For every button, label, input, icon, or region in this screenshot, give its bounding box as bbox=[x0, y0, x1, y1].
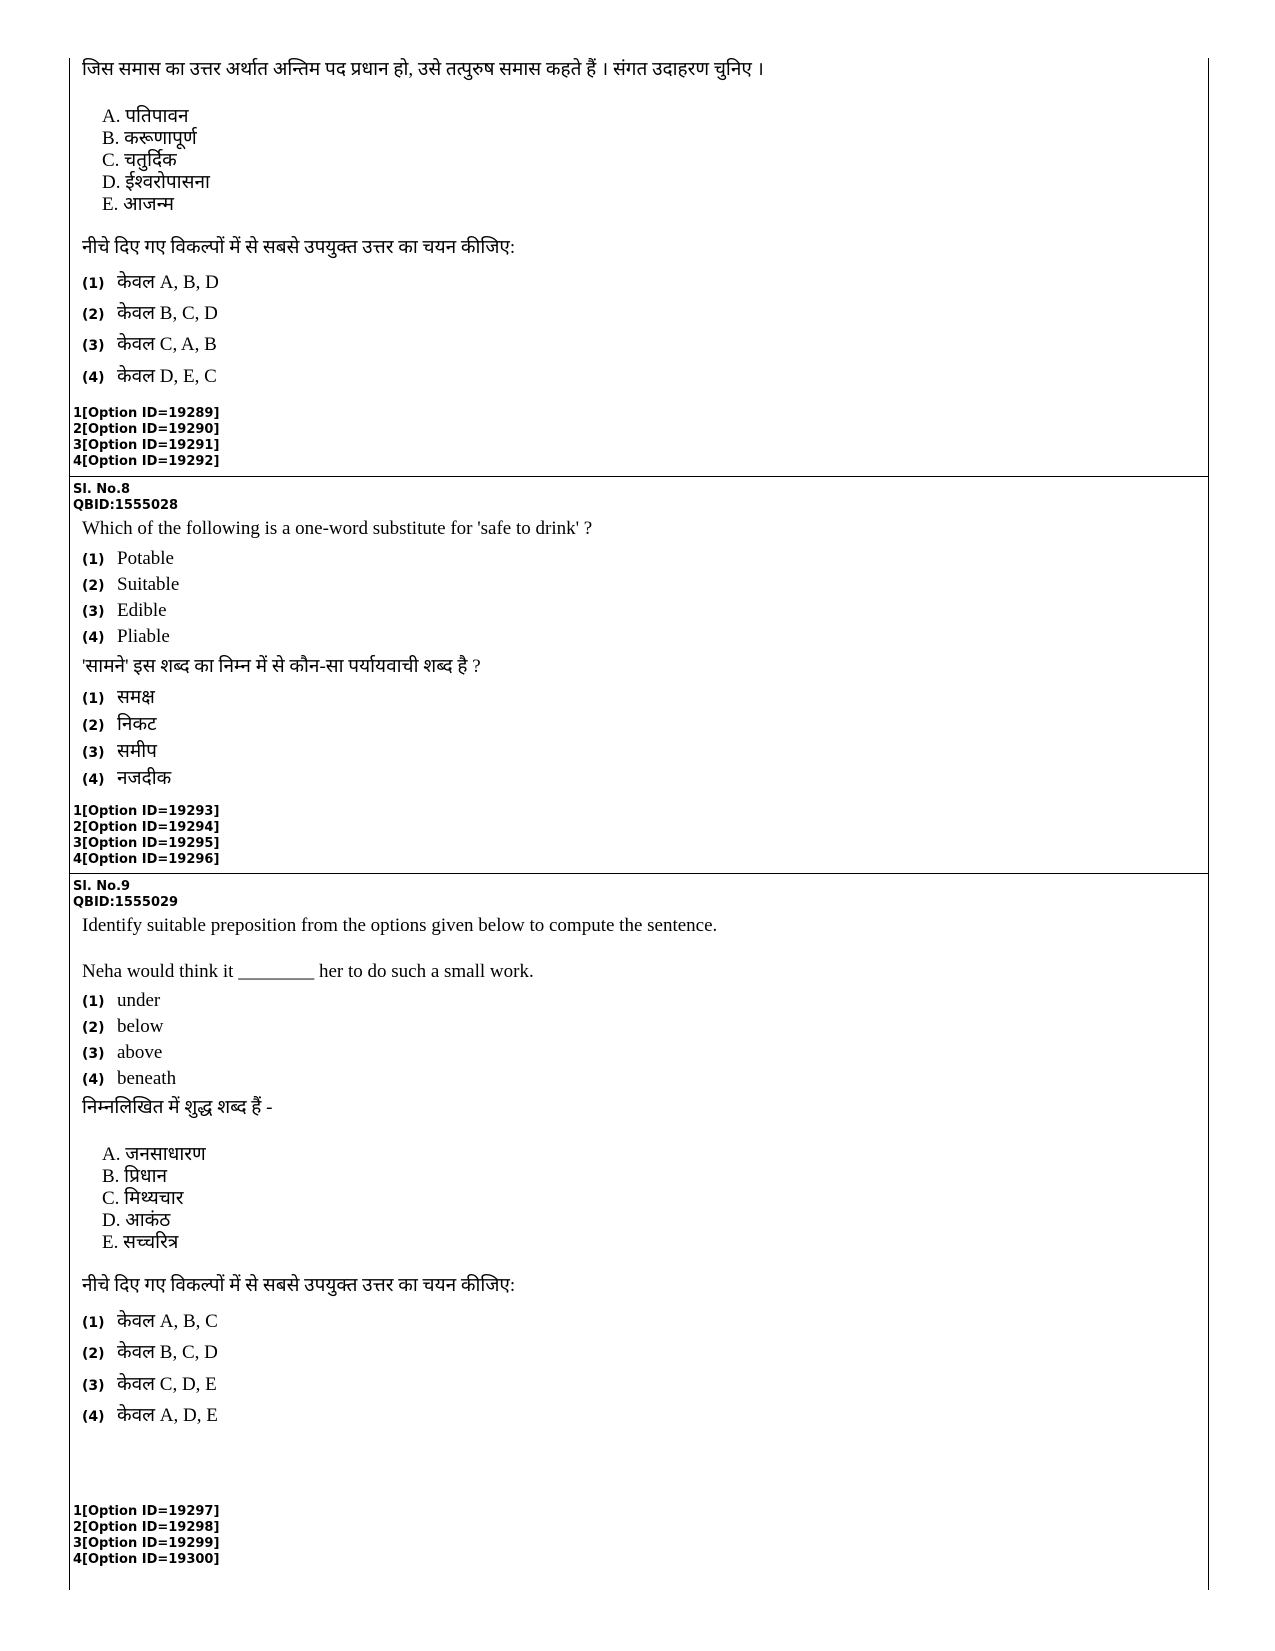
option-hi-3[interactable] bbox=[82, 1370, 217, 1396]
option-number: (1) bbox=[82, 552, 105, 568]
option-text: केवल D, E, C bbox=[117, 366, 217, 387]
option-en-1[interactable] bbox=[82, 990, 160, 1012]
option-number: (2) bbox=[82, 1020, 105, 1036]
option-text: Suitable bbox=[117, 574, 180, 595]
option-3[interactable] bbox=[82, 330, 217, 356]
option-number: (4) bbox=[82, 630, 105, 646]
option-text: नजदीक bbox=[117, 768, 172, 789]
option-number: (4) bbox=[82, 1072, 105, 1088]
question-text-en: Which of the following is a one-word substitute for 'safe to drink' ? bbox=[82, 518, 593, 539]
option-number: (4) bbox=[82, 370, 105, 386]
option-number: (2) bbox=[82, 1346, 105, 1362]
statement-c: C. मिथ्यचार bbox=[102, 1188, 184, 1209]
option-text: below bbox=[117, 1016, 164, 1037]
option-text: केवल A, B, D bbox=[117, 272, 219, 293]
option-id-1: 1[Option ID=19289] bbox=[73, 406, 220, 421]
option-hi-4[interactable] bbox=[82, 764, 171, 790]
statement-d: D. ईश्वरोपासना bbox=[102, 172, 210, 193]
statement-a: A. जनसाधारण bbox=[102, 1144, 206, 1165]
option-hi-2[interactable] bbox=[82, 710, 157, 736]
option-number: (3) bbox=[82, 604, 105, 620]
option-hi-1[interactable] bbox=[82, 1307, 218, 1333]
option-number: (1) bbox=[82, 276, 105, 292]
option-number: (4) bbox=[82, 1409, 105, 1425]
serial-number: Sl. No.8 bbox=[73, 482, 131, 497]
option-hi-3[interactable] bbox=[82, 737, 157, 763]
option-id-2: 2[Option ID=19294] bbox=[73, 820, 220, 835]
option-text: Potable bbox=[117, 548, 174, 569]
option-hi-4[interactable] bbox=[82, 1401, 218, 1427]
option-text: beneath bbox=[117, 1068, 177, 1089]
option-id-4: 4[Option ID=19296] bbox=[73, 852, 220, 867]
option-en-3[interactable] bbox=[82, 600, 167, 622]
option-text: केवल C, D, E bbox=[117, 1374, 217, 1395]
question-block-9 bbox=[70, 874, 1208, 1590]
question-text-hi: 'सामने' इस शब्द का निम्न में से कौन-सा पर्यायवाची शब्द है ? bbox=[82, 656, 481, 677]
option-hi-1[interactable] bbox=[82, 683, 155, 709]
option-text: केवल A, B, C bbox=[117, 1311, 218, 1332]
option-id-3: 3[Option ID=19291] bbox=[73, 438, 220, 453]
option-2[interactable] bbox=[82, 299, 218, 325]
instruction-text: नीचे दिए गए विकल्पों में से सबसे उपयुक्त उत्तर का चयन कीजिए: bbox=[82, 1275, 516, 1296]
option-number: (1) bbox=[82, 1315, 105, 1331]
sentence-text-en: Neha would think it ________ her to do such a small work. bbox=[82, 961, 534, 982]
option-hi-2[interactable] bbox=[82, 1338, 218, 1364]
serial-number: Sl. No.9 bbox=[73, 879, 131, 894]
option-id-1: 1[Option ID=19293] bbox=[73, 804, 220, 819]
option-id-4: 4[Option ID=19292] bbox=[73, 454, 220, 469]
statement-a: A. पतिपावन bbox=[102, 106, 189, 127]
option-number: (2) bbox=[82, 307, 105, 323]
question-paper-frame bbox=[69, 58, 1209, 1590]
option-en-3[interactable] bbox=[82, 1042, 162, 1064]
option-text: समीप bbox=[117, 741, 157, 762]
statement-c: C. चतुर्दिक bbox=[102, 150, 177, 171]
option-text: under bbox=[117, 990, 161, 1011]
option-id-2: 2[Option ID=19298] bbox=[73, 1520, 220, 1535]
option-number: (3) bbox=[82, 338, 105, 354]
option-id-4: 4[Option ID=19300] bbox=[73, 1552, 220, 1567]
option-text: केवल A, D, E bbox=[117, 1405, 218, 1426]
option-en-4[interactable] bbox=[82, 1068, 176, 1090]
option-text: समक्ष bbox=[117, 687, 155, 708]
question-text-en: Identify suitable preposition from the options given below to compute the sentence. bbox=[82, 915, 718, 936]
option-text: केवल C, A, B bbox=[117, 334, 217, 355]
option-text: Pliable bbox=[117, 626, 170, 647]
option-number: (4) bbox=[82, 772, 105, 788]
option-id-3: 3[Option ID=19299] bbox=[73, 1536, 220, 1551]
qbid: QBID:1555029 bbox=[73, 895, 179, 910]
option-text: above bbox=[117, 1042, 163, 1063]
qbid: QBID:1555028 bbox=[73, 498, 179, 513]
option-number: (1) bbox=[82, 691, 105, 707]
question-block-8 bbox=[70, 477, 1208, 873]
option-text: केवल B, C, D bbox=[117, 1342, 218, 1363]
option-en-2[interactable] bbox=[82, 1016, 163, 1038]
option-text: निकट bbox=[117, 714, 157, 735]
option-number: (2) bbox=[82, 718, 105, 734]
option-text: केवल B, C, D bbox=[117, 303, 218, 324]
instruction-text: नीचे दिए गए विकल्पों में से सबसे उपयुक्त उत्तर का चयन कीजिए: bbox=[82, 237, 516, 258]
option-number: (3) bbox=[82, 745, 105, 761]
question-text-hi: निम्नलिखित में शुद्ध शब्द हैं - bbox=[82, 1097, 273, 1118]
option-id-2: 2[Option ID=19290] bbox=[73, 422, 220, 437]
option-en-2[interactable] bbox=[82, 574, 179, 596]
statement-b: B. करूणापूर्ण bbox=[102, 128, 197, 149]
option-number: (2) bbox=[82, 578, 105, 594]
statement-b: B. प्रिधान bbox=[102, 1166, 168, 1187]
option-id-1: 1[Option ID=19297] bbox=[73, 1504, 220, 1519]
option-en-4[interactable] bbox=[82, 626, 170, 648]
statement-e: E. आजन्म bbox=[102, 194, 175, 215]
option-1[interactable] bbox=[82, 268, 219, 294]
option-number: (3) bbox=[82, 1046, 105, 1062]
option-en-1[interactable] bbox=[82, 548, 174, 570]
statement-d: D. आकंठ bbox=[102, 1210, 171, 1231]
option-text: Edible bbox=[117, 600, 167, 621]
statement-e: E. सच्चरित्र bbox=[102, 1232, 179, 1253]
option-id-3: 3[Option ID=19295] bbox=[73, 836, 220, 851]
option-number: (1) bbox=[82, 994, 105, 1010]
question-block-7 bbox=[70, 58, 1208, 476]
option-4[interactable] bbox=[82, 362, 217, 388]
question-text: जिस समास का उत्तर अर्थात अन्तिम पद प्रधान हो, उसे तत्पुरुष समास कहते हैं । संगत उदाहरण चुनिए । bbox=[82, 59, 764, 80]
option-number: (3) bbox=[82, 1378, 105, 1394]
